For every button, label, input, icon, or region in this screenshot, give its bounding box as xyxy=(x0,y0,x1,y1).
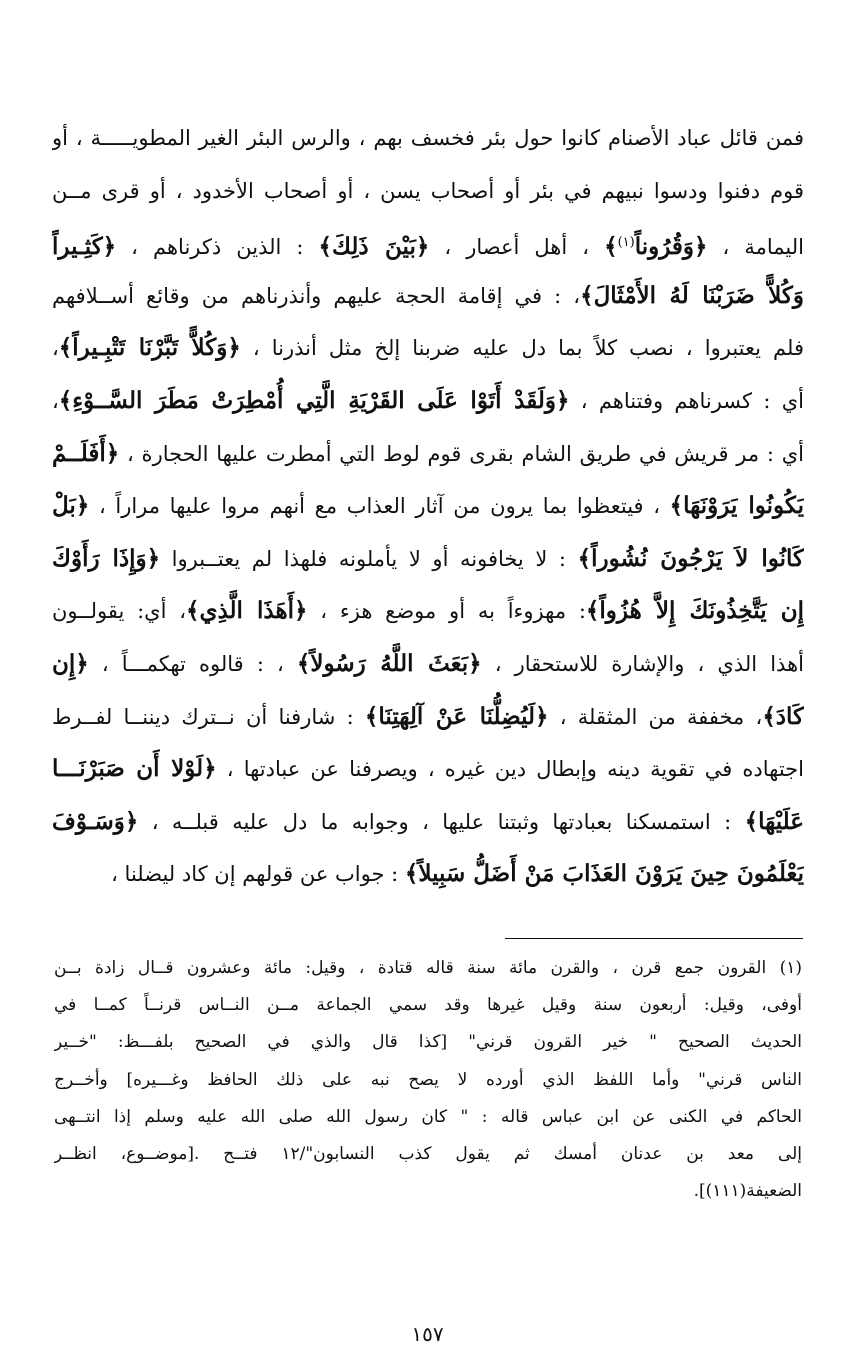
footnote-line: الحاكم في الكنى عن ابن عباس قاله : " كان رسول الله صلى الله عليه وسلم إذا انتــهى xyxy=(54,1106,802,1127)
commentary-text: فمن قائل عباد الأصنام كانوا حول بئر فخسف بهم ، والرس البئر الغير المطويـــــة ، أو xyxy=(52,126,804,150)
quran-verse-text: ﴿وَلَقَدْ أَتَوْا عَلَى القَرْيَةِ الَّتِي أُمْطِرَتْ مَطَرَ السَّــوْءِ﴾ xyxy=(58,386,570,414)
quran-verse-text: ﴿إِن xyxy=(52,649,89,677)
commentary-text: : شارفنا أن نــترك ديننــا لفــرط xyxy=(52,704,365,729)
footnote-line: الحديث الصحيح " خير القرون قرني" [كذا قال والذي في الصحيح بلفـــظ: "خــير xyxy=(54,1032,802,1053)
quran-verse-text: ﴿لَيُضِلُّنَا عَنْ آلِهَتِنَا﴾ xyxy=(364,702,549,730)
quran-verse-text: ﴿وَكُلاًّ تَبَّرْنَا تَتْبِـيراً﴾ xyxy=(58,334,241,362)
commentary-text: : جواب عن قولهم إن كاد ليضلنا ، xyxy=(111,862,405,887)
text-line xyxy=(52,217,804,270)
text-line xyxy=(52,480,804,533)
commentary-text: ، xyxy=(52,336,59,361)
quran-verse-text: ﴿بَلْ xyxy=(52,492,90,520)
commentary-text: ، أي: يقولــون xyxy=(52,599,186,624)
commentary-text: : الذين ذكرناهم ، xyxy=(116,235,319,260)
text-line xyxy=(52,691,804,744)
commentary-text: ، أهل أعصار ، xyxy=(429,235,605,260)
commentary-text: ، فيتعظوا بما يرون من آثار العذاب مع أنهم مروا عليها مراراً ، xyxy=(89,494,670,519)
quran-verse-text: ﴿وَإِذَا رَأَوْكَ xyxy=(52,544,161,572)
main-text-block xyxy=(52,112,804,901)
quran-verse-text: ﴿لَوْلا أَن صَبَرْنَـــا xyxy=(52,755,217,783)
footnote-line: أوفى، وقيل: أربعون سنة وقيل غيرها وقد سمي الجماعة مــن النــاس قرنــاً كمــا في xyxy=(54,995,802,1016)
quran-verse-text: ﴿أَفَلَــمْ xyxy=(52,439,120,467)
commentary-text: أهذا الذي ، والإشارة للاستحقار ، xyxy=(481,651,804,676)
text-line xyxy=(52,322,804,375)
commentary-text: أي : مر قريش في طريق الشام بقرى قوم لوط التي أمطرت عليها الحجارة ، xyxy=(119,441,804,466)
commentary-text: : لا يخافونه أو لا يأملونه فلهذا لم يعتــبروا xyxy=(160,546,578,571)
page-number: ١٥٧ xyxy=(411,1322,444,1346)
quran-verse-text: إِن يَتَّخِذُونَكَ إِلاَّ هُزُواً﴾ xyxy=(585,597,804,625)
text-line xyxy=(52,165,804,218)
quran-verse-text: ﴿كَثِـيراً xyxy=(52,233,117,261)
quran-verse-text: وَكُلاًّ ضَرَبْنَا لَهُ الأَمْثَالَ﴾ xyxy=(580,281,804,309)
text-line xyxy=(52,112,804,165)
text-line xyxy=(52,796,804,849)
quran-verse-text: ﴿أَهَذَا الَّذِي﴾ xyxy=(185,597,308,625)
quran-verse-text: كَادَ﴾ xyxy=(762,702,804,730)
footnote-line: الضعيفة(١١١)]. xyxy=(693,1181,802,1202)
quran-verse-text: ﴿بَيْنَ ذَلِكَ﴾ xyxy=(318,233,430,261)
commentary-text: ، : قالوه تهكمـــاً ، xyxy=(88,651,297,676)
quran-verse-text: ﴾ xyxy=(604,233,618,261)
quran-verse-text: ﴿وَسَـوْفَ xyxy=(52,807,139,835)
footnote-line: الناس قرني" وأما اللفظ الذي أورده لا يصح نبه على ذلك الحافظ وغـــيره] وأخــرج xyxy=(54,1069,802,1090)
text-line xyxy=(52,375,804,428)
quran-verse-text: يَعْلَمُونَ حِينَ يَرَوْنَ العَذَابَ مَنْ أَضَلُّ سَبِيلاً﴾ xyxy=(404,860,804,888)
text-line xyxy=(52,428,804,481)
quran-verse-text: ﴿وَقُرُوناً xyxy=(634,233,708,261)
commentary-text: ، : في إقامة الحجة عليهم وأنذرناهم من وقائع أســلافهم xyxy=(52,283,581,308)
text-line xyxy=(52,638,804,691)
commentary-text: قوم دفنوا ودسوا نبيهم في بئر أو أصحاب يسن ، أو أصحاب الأخدود ، أو قرى مــن xyxy=(52,178,804,203)
commentary-text: : استمسكنا بعبادتها وثبتنا عليها ، وجوابه ما دل عليه قبلــه ، xyxy=(138,809,745,834)
text-line xyxy=(52,533,804,586)
commentary-text: اجتهاده في تقوية دينه وإبطال دين غيره ، ويصرفنا عن عبادتها ، xyxy=(216,757,804,782)
text-line xyxy=(52,270,804,323)
commentary-text: ، xyxy=(52,388,59,413)
quran-verse-text: يَكُونُوا يَرَوْنَهَا﴾ xyxy=(669,492,804,520)
footnotes-block xyxy=(54,950,802,1210)
commentary-text: فلم يعتبروا ، نصب كلاً بما دل عليه ضربنا إلخ مثل أنذرنا ، xyxy=(240,336,804,361)
commentary-text: ، مخففة من المثقلة ، xyxy=(548,704,763,729)
quran-verse-text: كَانُوا لاَ يَرْجُونَ نُشُوراً﴾ xyxy=(577,544,804,572)
quran-verse-text: ﴿بَعَثَ اللَّهُ رَسُولاً﴾ xyxy=(296,649,482,677)
text-line xyxy=(52,848,804,901)
footnote-line: (١) القرون جمع قرن ، والقرن مائة سنة قاله قتادة ، وقيل: مائة وعشرون قــال زادة بــن xyxy=(54,958,802,978)
text-line xyxy=(52,585,804,638)
quran-verse-text: عَلَيْهَا﴾ xyxy=(744,807,804,835)
text-line xyxy=(52,743,804,796)
footnote-line: إلى معد بن عدنان أمسك ثم يقول كذب النسابون"/١٢ فتــح .[موضــوع، انظــر xyxy=(54,1143,802,1164)
commentary-text: اليمامة ، xyxy=(707,235,804,260)
commentary-text: : مهزوءاً به أو موضع هزء ، xyxy=(307,599,586,624)
footnote-marker: (١) xyxy=(617,235,635,251)
commentary-text: أي : كسرناهم وفتناهم ، xyxy=(569,388,804,413)
footnote-separator xyxy=(505,938,803,939)
